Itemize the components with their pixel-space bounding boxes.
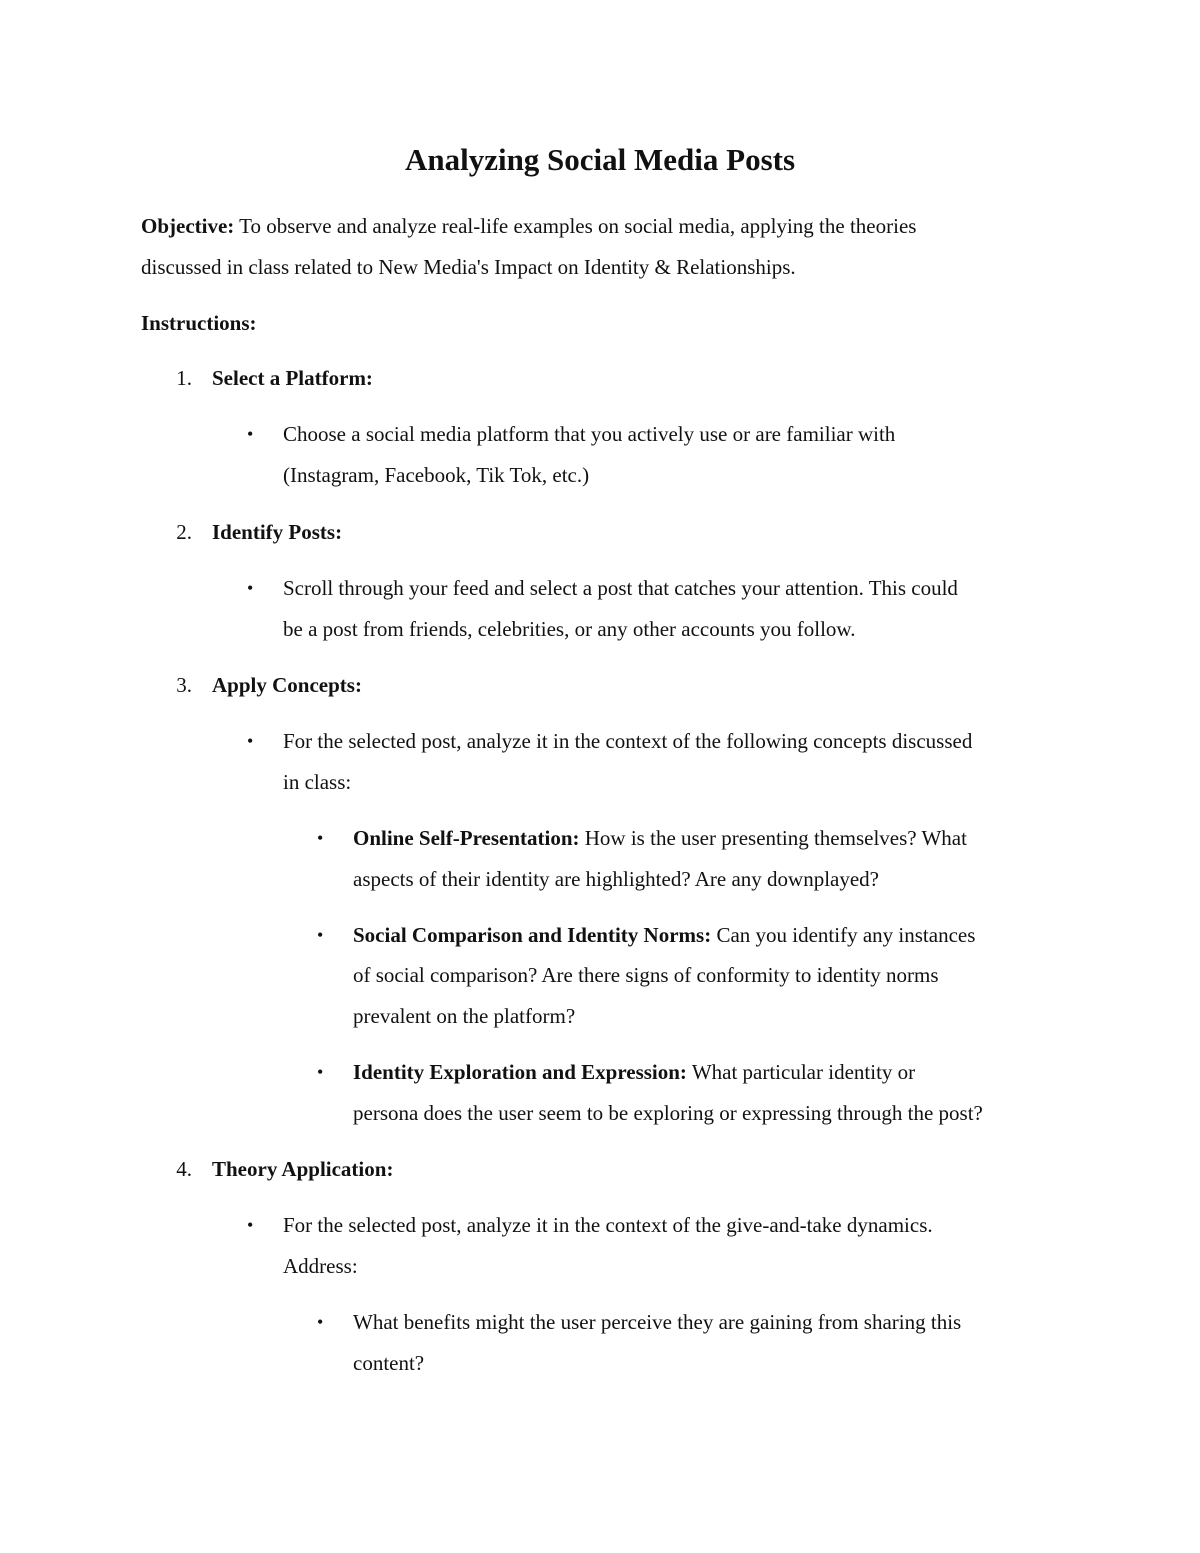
step-heading: Select a Platform: [212,366,373,390]
sub-bullet-line [353,1052,915,1093]
step-bullet-line: For the selected post, analyze it in the context of the following concepts discussed [283,729,973,753]
instructions-heading: Instructions: [141,311,257,335]
sub-bullet-line: What benefits might the user perceive they are gaining from sharing this [353,1310,962,1334]
objective-label: Objective: [141,214,235,238]
bullet-icon: • [247,424,254,444]
step-bullet-line: be a post from friends, celebrities, or any other accounts you follow. [283,617,856,641]
step-number: 2. [176,520,192,544]
sub-bullet-line [353,818,967,859]
step-bullet-line: Address: [283,1254,358,1278]
bullet-icon: • [247,578,254,598]
step-number: 1. [176,366,192,390]
objective-line-1 [141,206,916,247]
bullet-icon: • [247,731,254,751]
sub-bullet-text: Can you identify any instances [716,923,976,947]
bullet-icon: • [317,1062,324,1082]
bullet-icon: • [317,1312,324,1332]
sub-bullet-line: of social comparison? Are there signs of conformity to identity norms [353,963,939,987]
sub-bullet-line: prevalent on the platform? [353,1004,576,1028]
sub-bullet-line: persona does the user seem to be exploring or expressing through the post? [353,1101,983,1125]
step-bullet-line: in class: [283,770,352,794]
bullet-icon: • [317,925,324,945]
step-heading: Theory Application: [212,1157,394,1181]
step-number: 3. [176,673,192,697]
step-heading: Identify Posts: [212,520,343,544]
sub-bullet-text: What particular identity or [691,1060,916,1084]
bullet-icon: • [247,1215,254,1235]
sub-bullet-label: Social Comparison and Identity Norms: [353,923,712,947]
document-title: Analyzing Social Media Posts [404,142,796,177]
sub-bullet-line: content? [353,1351,425,1375]
step-bullet-line: For the selected post, analyze it in the context of the give-and-take dynamics. [283,1213,933,1237]
bullet-icon: • [317,828,324,848]
step-heading: Apply Concepts: [212,673,362,697]
step-bullet-line: (Instagram, Facebook, Tik Tok, etc.) [283,463,590,487]
step-number: 4. [176,1157,192,1181]
sub-bullet-line [353,915,975,956]
objective-line-2: discussed in class related to New Media's Impact on Identity & Relationships. [141,255,796,279]
sub-bullet-label: Online Self-Presentation: [353,826,580,850]
step-bullet-line: Choose a social media platform that you actively use or are familiar with [283,422,896,446]
step-bullet-line: Scroll through your feed and select a post that catches your attention. This could [283,576,958,600]
objective-text-1: To observe and analyze real-life examples on social media, applying the theories [239,214,917,238]
sub-bullet-line: aspects of their identity are highlighted? Are any downplayed? [353,867,879,891]
sub-bullet-label: Identity Exploration and Expression: [353,1060,687,1084]
sub-bullet-text: How is the user presenting themselves? What [584,826,967,850]
